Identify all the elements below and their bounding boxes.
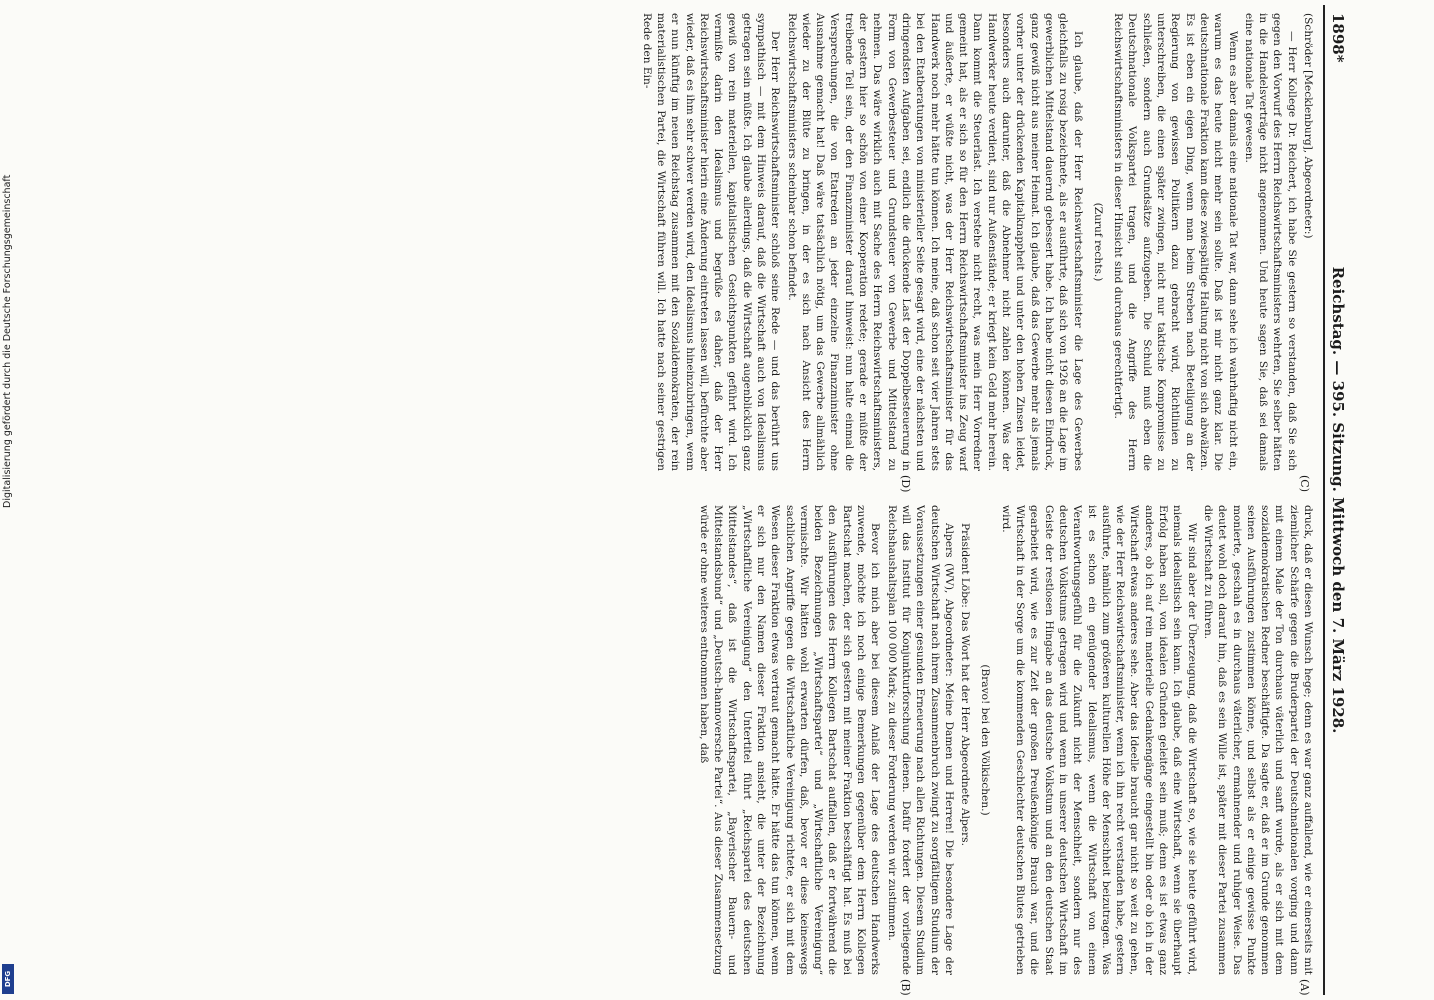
margin-marker-c: (C) xyxy=(1298,475,1311,492)
margin-marker-a: (A) xyxy=(1298,979,1311,996)
paragraph: Ich glaube, daß der Herr Reichswirtschaftsminister die Lage des Gewerbes gleichfalls zu rosig bezeichnete, als er ausführte, daß sich von 1926 an die Lage im gewerblichen Mittelstand dauernd gebessert habe. Ich habe nicht diesen Eindruck, ganz gewiß nicht aus meiner Heimat. Ich glaube, daß das Gewerbe mehr als jemals vorher unter der drückenden Kapitalknappheit und unter den hohen Zinsen leidet, besonders auch darunter, daß die Abnehmer nicht zahlen können. Was der Handwerker heute verdient, sind nur Außenstände; er kriegt kein Geld mehr herein. Dann kommt die Steuerlast. Ich verstehe nicht recht, was mein Herr Vorredner gemeint hat, als er sich so für den Herrn Reichswirtschaftsminister ins Zeug warf und äußerte, er wüßte nicht, was der Herr Reichswirtschaftsminister für das Handwerk noch mehr hätte tun können. Ich meine, daß schon seit vier Jahren stets bei den Etatberatungen von ministerieller Seite gesagt wird, eine der nächsten und dringendsten Aufgaben sei, endlich die drückende Last der Doppelbesteuerung in Form von Gewerbesteuer und Grundsteuer von Gewerbe und Mittelstand zu nehmen. Das wäre wirklich auch mit Sache des Herrn Reichswirtschaftsministers, der gestern hier so schön von einer Kooperation redete; gerade er müßte der treibende Teil sein, der den Finanzminister darauf hinweist: nun halte einmal die Versprechungen, die von Etatreden an jeder einzelne Finanzminister ohne Ausnahme gemacht hat! Daß wäre tatsächlich nötig, um das Gewerbe allmählich wieder zu der Blüte zu bringen, in der es sich nach Ansicht des Herrn Reichswirtschaftsministers scheinbar schon befindet. xyxy=(785,13,1084,471)
running-head: Reichstag. — 395. Sitzung. Mittwoch den 7. März 1928. xyxy=(1329,266,1347,734)
digitization-credit: Digitalisierung gefördert durch die Deutsche Forschungsgemeinschaft xyxy=(2,174,13,508)
speaker-line: (Schröder [Mecklenburg], Abgeordneter:) xyxy=(1302,13,1314,239)
left-column xyxy=(155,13,1315,471)
scanned-page xyxy=(77,5,1367,995)
paragraph: Wenn es aber damals eine nationale Tat war, dann sehe ich wahrhaftig nicht ein, warum es das heute nicht mehr sein sollte. Daß ist mir nicht ganz klar. Die deutschnationale Fraktion kann diese zwiespältige Haltung nicht von sich abwälzen. Es ist eben ein eigen Ding, wenn man beim Streben nach Beteiligung an der Regierung von gewissen Politikern dazu gebracht wird, Richtlinien zu unterschreiben, die einen später zwingen, nicht nur taktische Kompromisse zu schließen, sondern auch Grundsätze aufzugeben. Die Schuld muß eben die Deutschnationale Volkspartei tragen, und die Angriffe des Herrn Reichswirtschaftsministers in dieser Hinsicht sind durchaus gerechtfertigt. xyxy=(1112,13,1239,471)
page-header xyxy=(1323,5,1349,995)
right-column xyxy=(155,505,1315,975)
dfg-logo-text: DFG xyxy=(4,970,12,988)
margin-marker-d: (D) xyxy=(899,475,912,493)
paragraph: Wir sind aber der Überzeugung, daß die Wirtschaft so, wie sie heute geführt wird, niemals idealistisch sein kann. Ich glaube, daß eine Wirtschaft, wenn sie überhaupt Erfolg haben soll, von idealen Gründen geleitet sein muß; denn es ist etwas ganz anderes, ob ich auf rein materielle Gedankengänge eingestellt bin oder ob ich in der Wirtschaft etwas anderes sehe. Aber das Ideelle braucht gar nicht so weit zu gehen, wie der Herr Reichswirtschaftsminister, wenn ich ihn recht verstanden habe, gestern ausführte, nämlich zum größeren kulturellen Höhe der Menschheit beizutragen. Was ist es schon ein genügender Idealismus, wenn die Wirtschaft von einem Verantwortungsgefühl für die Zukunft nicht der Menschheit, sondern nur des deutschen Volkstums getragen wird und wenn in unserer deutschen Wirtschaft im Geiste der restlosen Hingabe an das deutsche Volkstum und an den deutschen Staat gearbeitet wird, wie es zur Zeit der großen Preußenkönige Brauch war, und die Wirtschaft in der Sorge um die kommenden Geschlechter deutschen Blutes getrieben wird. xyxy=(999,505,1198,975)
applause-note: (Bravo! bei den Völkischen.) xyxy=(979,664,992,816)
president-line: Präsident Löbe: Das Wort hat der Herr Abgeordnete Alpers. xyxy=(959,523,972,846)
speech-opening: Alpers (WV), Abgeordneter: Meine Damen und Herren! Die besondere Lage der deutschen Wirtschaft nach ihrem Zusammenbruch zwingt zu sorgfältigem Studium der Voraussetzungen einer gesunden Erneuerung nach allen Richtungen. Diesem Studium will das Institut für Konjunkturforschung dienen. Dafür fordert der vorliegende Reichshaushaltsplan 100 000 Mark; zu dieser Forderung werden wir zustimmen. xyxy=(885,505,955,975)
paragraph: Der Herr Reichswirtschaftsminister schloß seine Rede — und das berührt uns sympathisch — mit dem Hinweis darauf, daß die Wirtschaft auch von Idealismus getragen sein müßte. Ich glaube allerdings, daß die Wirtschaft augenblicklich ganz gewiß von rein materiellen, kapitalistischen Gesichtspunkten geführt wird. Ich vermißte darin den Idealismus und begrüße es daher, daß der Herr Reichswirtschaftsminister hierin eine Änderung eintreten lassen will, befürchte aber wieder, daß es ihm sehr schwer werden wird, den Idealismus hineinzubringen, wenn er nun künftig im neuen Reichstag zusammen mit den Sozialdemokraten, der rein materialistischen Partei, die Wirtschaft führen will. Ich hatte nach seiner gestrigen Rede den Ein- xyxy=(640,13,782,471)
paragraph: druck, daß er diesen Wunsch hege; denn es war ganz auffallend, wie er einerseits mit ziemlicher Schärfe gegen die Bruderpartei der Deutschnationalen vorging und dann mit einem Male der Ton durchaus väterlich und sanft wurde, als er sich mit dem sozialdemokratischen Redner beschäftigte. Da sagte er, daß er im Grunde genommen seinen Ausführungen zustimmen könne, und selbst als er einige gewisse Punkte monierte, geschah es in durchaus väterlicher, ermahnender und ruhiger Weise. Das deutet wohl doch darauf hin, daß es sein Wille ist, später mit dieser Partei zusammen die Wirtschaft zu führen. xyxy=(1201,505,1314,975)
folio: 1898* xyxy=(1329,13,1347,63)
margin-marker-b: (B) xyxy=(899,979,912,996)
paragraph: Bevor ich mich aber bei diesem Anlaß der Lage des deutschen Handwerks zuwende, möchte ich noch einige Bemerkungen gegenüber dem Herrn Kollegen Bartschat machen, der sich gestern mit meiner Fraktion beschäftigt hat. Es muß bei den Ausführungen des Herrn Kollegen Bartschat auffallen, daß er fortwährend die beiden Bezeichnungen „Wirtschaftspartei“ und „Wirtschaftliche Vereinigung“ vermischte. Wir hätten wohl erwarten dürfen, daß, bevor er diese keineswegs sachlichen Angriffe gegen die Wirtschaftliche Vereinigung richtete, er sich mit dem Wesen dieser Fraktion etwas vertraut gemacht hätte. Er hätte das tun können, wenn er sich nur den Namen dieser Fraktion ansieht, die unter der Bezeichnung „Wirtschaftliche Vereinigung“ den Untertitel führt „Reichspartei des deutschen Mittelstandes“, daß ist die Wirtschaftspartei, „Bayerischer Bauern- und Mittelstandsbund“ und „Deutsch-hannoversche Partei“. Aus dieser Zusammensetzung würde er ohne weiteres entnommen haben, daß xyxy=(697,505,882,975)
dfg-logo xyxy=(2,964,14,994)
paragraph: — Herr Kollege Dr. Reichert, ich habe Sie gestern so verstanden, daß Sie sich gegen den Vorwurf des Herrn Reichswirtschaftsministers wehrten, Sie selber hätten in die Handelsverträge nicht angenommen. Und heute sagen Sie, daß sei damals eine nationale Tat gewesen. xyxy=(1242,13,1298,471)
interjection: (Zuruf rechts.) xyxy=(1091,202,1104,282)
